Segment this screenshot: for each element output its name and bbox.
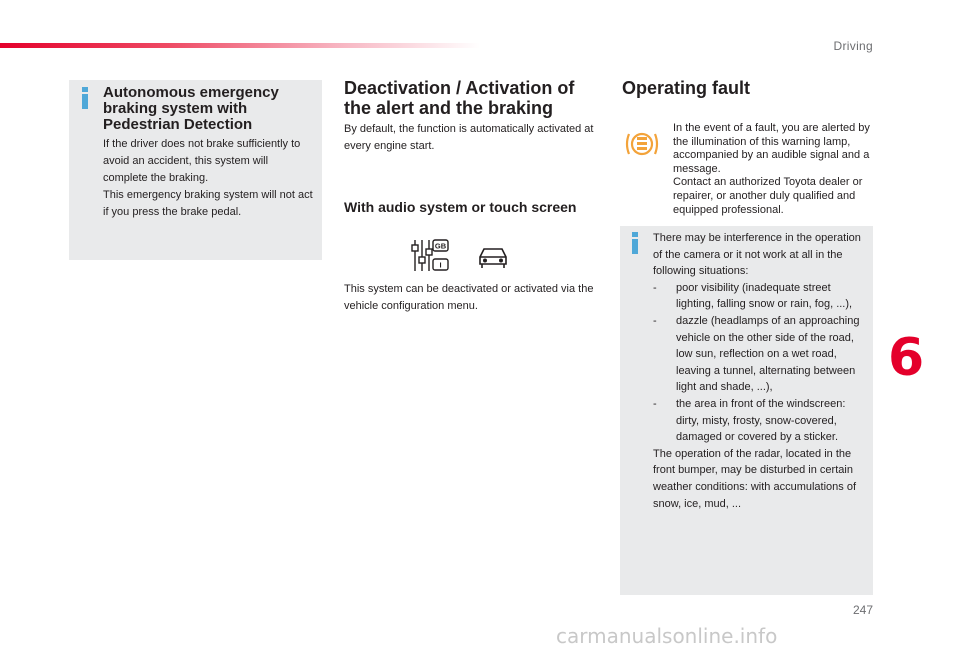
info-icon [632, 232, 640, 254]
list-item: - the area in front of the windscreen: dirty, misty, frosty, snow-covered, damaged or covered by a sticker. [653, 397, 846, 444]
watermark: carmanualsonline.info [556, 624, 778, 648]
info-icon [82, 87, 90, 109]
interference-intro: There may be interference in the operation of the camera or it not work at all in the following situations: [653, 232, 861, 278]
configuration-menu-text: This system can be deactivated or activated via the vehicle configuration menu. [344, 283, 594, 312]
interference-info [653, 230, 871, 512]
page-number: 247 [852, 603, 873, 617]
settings-sliders-icon [410, 237, 510, 275]
list-item: - dazzle (headlamps of an approaching vehicle on the other side of the road, low sun, reflection on a wet road, leaving a tunnel, alternating between light and shade, ...), [653, 314, 860, 394]
radar-note: The operation of the radar, located in the front bumper, may be disturbed in certain weather conditions: with accumulations of snow, ice, mud, ... [653, 447, 856, 510]
menu-icons [410, 237, 510, 275]
list-item: - poor visibility (inadequate street lighting, falling snow or rain, fog, ...), [653, 281, 853, 311]
aeb-description: If the driver does not brake sufficiently to avoid an accident, this system will complete the braking. This emergency braking system will not act if you press the brake pedal. [103, 138, 313, 218]
section-label: Driving [833, 39, 873, 53]
operating-fault-title: Operating fault [622, 78, 751, 98]
gb-label: GB [434, 241, 447, 251]
car-icon [480, 249, 506, 268]
i-label: I [439, 260, 442, 270]
deactivation-title: Deactivation / Activation of the alert and the braking [344, 78, 575, 118]
fault-description: In the event of a fault, you are alerted by the illumination of this warning lamp, accompanied by an audible signal and a message. Contact an authorized Toyota dealer or repairer, or another duly qualified and equipped professional. [673, 122, 870, 216]
deactivation-intro: By default, the function is automatically activated at every engine start. [344, 123, 594, 152]
header-accent-bar [0, 43, 480, 48]
emergency-braking-warning-icon [624, 126, 660, 162]
audio-system-subtitle: With audio system or touch screen [344, 199, 577, 215]
aeb-title: Autonomous emergency braking system with Pedestrian Detection [103, 84, 279, 133]
chapter-number: 6 [888, 328, 925, 388]
